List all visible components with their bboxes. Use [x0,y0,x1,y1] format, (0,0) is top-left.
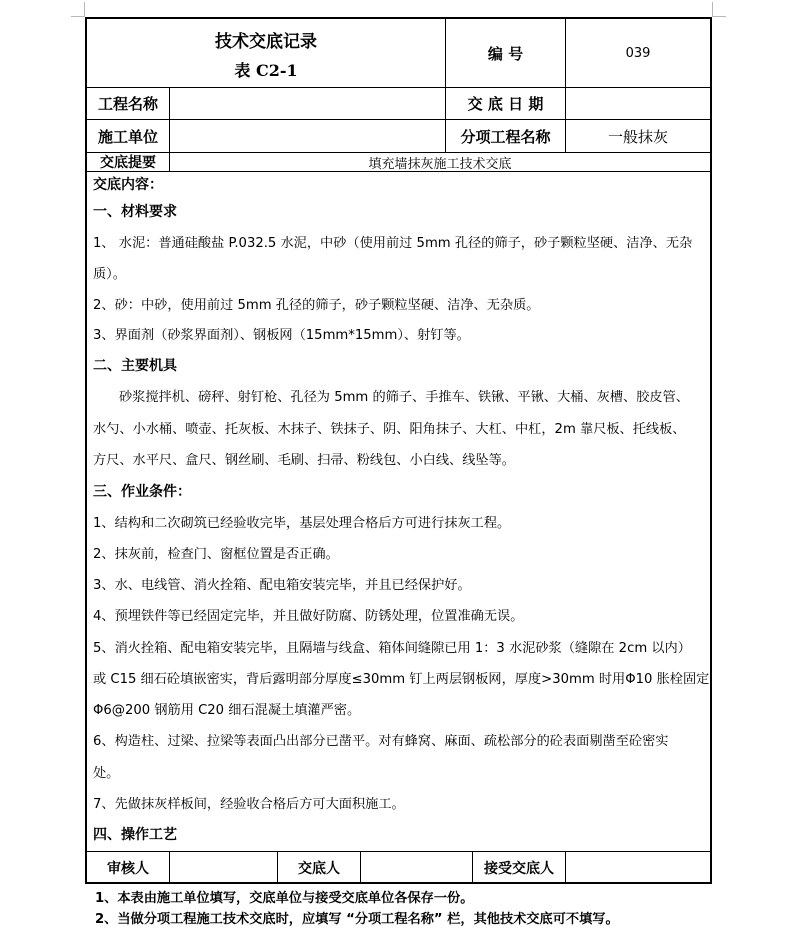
conditions-item-6-cont: 处。 [93,766,120,781]
construction-unit-field[interactable] [170,120,445,152]
machinery-line-1: 砂浆搅拌机、磅秤、射钉枪、孔径为 5mm 的筛子、手推车、铁锹、平锹、大桶、灰槽、胶皮管、 [119,390,689,405]
page-guide-top-right-v [712,2,713,16]
reviewer-field[interactable] [170,852,277,884]
machinery-line-3: 方尺、水平尺、盒尺、钢丝刷、毛刷、扫帚、粉线包、小白线、线坠等。 [93,453,515,468]
content-heading: 交底内容： [93,177,163,193]
summary-label: 交底提要 [100,155,156,171]
materials-item-2: 2、砂：中砂，使用前过 5mm 孔径的筛子，砂子颗粒坚硬、洁净、无杂质。 [93,298,540,313]
disclosure-form [85,17,712,884]
conditions-item-5-cont-1: 或 C15 细石砼填嵌密实，背后露明部分厚度≤30mm 钉上两层钢板网，厚度>30mm 时用Φ10 胀栓固定 [93,672,710,687]
footnote-1: 1、本表由施工单位填写，交底单位与接受交底单位各保存一份。 [95,891,474,906]
project-name-field[interactable] [170,88,445,119]
conditions-item-5: 5、消火拴箱、配电箱安装完毕，且隔墙与线盒、箱体间缝隙已用 1：3 水泥砂浆（缝隙在 2cm 以内） [93,641,691,656]
section-conditions-title: 三、作业条件： [93,484,191,500]
receiver-label: 接受交底人 [484,861,554,877]
discloser-label: 交底人 [298,861,340,877]
form-title: 技术交底记录 [215,31,317,52]
conditions-item-2: 2、抹灰前，检查门、窗框位置是否正确。 [93,547,339,562]
date-field[interactable] [566,88,710,119]
page-guide-top-right [712,16,726,17]
section-machinery-title: 二、主要机具 [93,358,177,374]
number-value: 039 [625,45,651,61]
materials-item-3: 3、界面剂（砂浆界面剂）、钢板网（15mm*15mm）、射钉等。 [93,328,470,343]
number-label: 编 号 [487,44,524,63]
conditions-item-7: 7、先做抹灰样板间，经验收合格后方可大面积施工。 [93,797,405,812]
conditions-item-5-cont-2: Φ6@200 钢筋用 C20 细石混凝土填灌严密。 [93,703,361,718]
page-guide-top-left-v [84,2,85,16]
date-label: 交 底 日 期 [467,95,544,113]
materials-item-1: 1、 水泥：普通硅酸盐 P.032.5 水泥，中砂（使用前过 5mm 孔径的筛子，砂子颗粒坚硬、洁净、无杂 [93,236,693,251]
summary-value[interactable]: 填充墙抹灰施工技术交底 [368,156,512,172]
conditions-item-1: 1、结构和二次砌筑已经验收完毕，基层处理合格后方可进行抹灰工程。 [93,516,511,531]
subitem-value[interactable]: 一般抹灰 [607,127,668,146]
subitem-label: 分项工程名称 [460,127,551,146]
receiver-field[interactable] [566,852,710,884]
conditions-item-6: 6、构造柱、过梁、拉梁等表面凸出部分已凿平。对有蜂窝、麻面、疏松部分的砼表面剔凿至砼密实 [93,734,669,749]
section-materials-title: 一、材料要求 [93,204,177,220]
conditions-item-4: 4、预埋铁件等已经固定完毕，并且做好防腐、防锈处理，位置准确无误。 [93,609,524,624]
conditions-item-3: 3、水、电线管、消火拴箱、配电箱安装完毕，并且已经保护好。 [93,578,471,593]
project-name-label: 工程名称 [97,95,158,113]
machinery-line-2: 水勺、小水桶、喷壶、托灰板、木抹子、铁抹子、阴、阳角抹子、大杠、中杠，2m 靠尺板、托线板、 [93,422,686,437]
materials-item-1-cont: 质）。 [93,267,126,282]
footnote-2: 2、当做分项工程施工技术交底时，应填写 “分项工程名称” 栏，其他技术交底可不填写。 [95,912,619,927]
construction-unit-label: 施工单位 [97,127,158,146]
section-process-title: 四、操作工艺 [93,827,177,843]
reviewer-label: 审核人 [107,861,149,877]
page-guide-top-left [71,16,85,17]
discloser-field[interactable] [361,852,472,884]
form-number: 表 C2-1 [234,60,298,80]
